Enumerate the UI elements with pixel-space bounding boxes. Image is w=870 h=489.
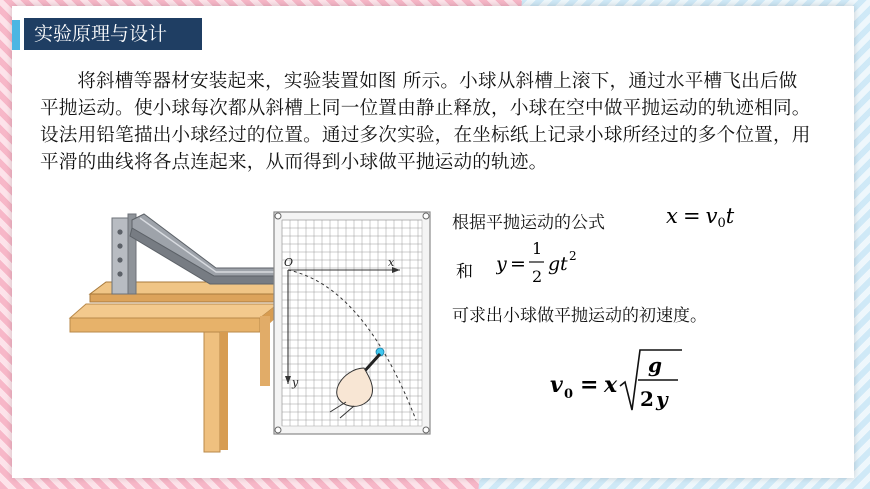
formula-vertical xyxy=(496,234,616,294)
apparatus-illustration xyxy=(64,206,444,456)
svg-text:v: v xyxy=(550,372,563,398)
formula-and-word: 和 xyxy=(456,262,473,282)
svg-text:=: = xyxy=(580,372,599,398)
formula-horizontal: $x = v_0t$ xyxy=(666,204,735,232)
svg-text:g: g xyxy=(648,353,662,377)
svg-text:2: 2 xyxy=(532,267,543,286)
svg-text:y: y xyxy=(656,387,668,411)
svg-text:x: x xyxy=(604,372,618,398)
experiment-description: 将斜槽等器材安装起来，实验装置如图 所示。小球从斜槽上滚下，通过水平槽飞出后做平抛运动。使小球每次都从斜槽上同一位置由静止释放，小球在空中做平抛运动的轨迹相同。设法用铅笔描出小球经过的位置。通过多次实验，在坐标纸上记录小球所经过的多个位置，用平滑的曲线将各点连起来，从而得到小球做平抛运动的轨迹。 xyxy=(40,71,811,173)
svg-text:g: g xyxy=(548,253,561,275)
y-axis-label: y xyxy=(292,376,299,389)
formula-initial-velocity xyxy=(548,344,688,420)
svg-text:y: y xyxy=(496,253,507,275)
svg-text:0: 0 xyxy=(564,387,574,402)
formula-intro: 根据平抛运动的公式 xyxy=(452,213,605,233)
svg-text:2: 2 xyxy=(569,249,577,263)
section-title: 实验原理与设计 xyxy=(24,18,202,50)
svg-text:=: = xyxy=(510,253,526,275)
origin-label: O xyxy=(284,256,294,269)
svg-text:t: t xyxy=(560,253,568,275)
formula-area xyxy=(452,204,812,428)
svg-text:1: 1 xyxy=(532,239,543,258)
title-accent-bar xyxy=(12,20,20,50)
formula-conclusion: 可求出小球做平抛运动的初速度。 xyxy=(452,306,707,326)
svg-text:2: 2 xyxy=(640,387,654,411)
x-axis-label: x xyxy=(388,256,395,269)
